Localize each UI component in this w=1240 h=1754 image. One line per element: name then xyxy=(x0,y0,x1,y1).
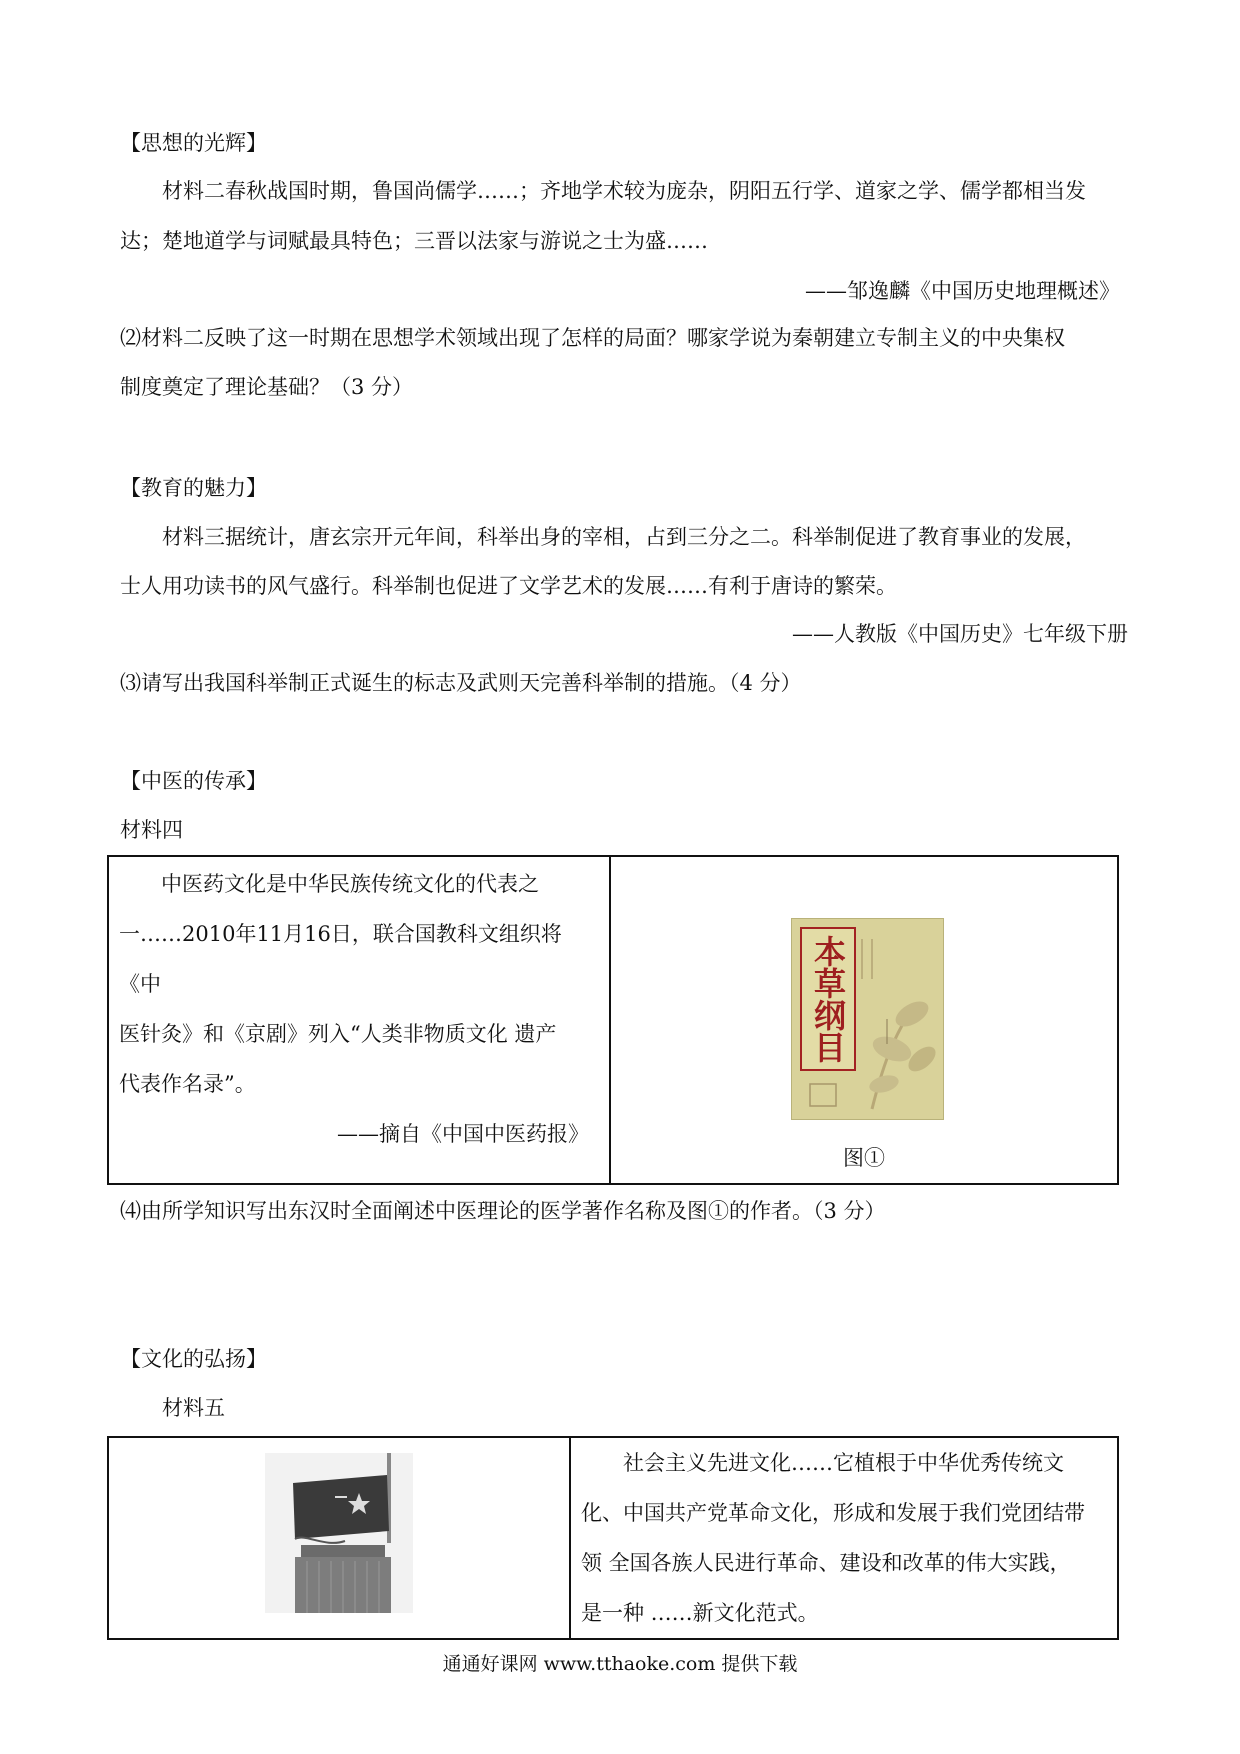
question-2-line-1: ⑵材料二反映了这一时期在思想学术领域出现了怎样的局面？哪家学说为秦朝建立专制主义的中央集权 xyxy=(120,326,1065,350)
book-cover-image xyxy=(791,918,944,1120)
page-footer: 通通好课网 www.tthaoke.com 提供下载 xyxy=(442,1653,798,1675)
material-5-cell-line-1: 社会主义先进文化……它植根于中华优秀传统文 xyxy=(623,1451,1064,1475)
material-5-cell-line-3: 领 全国各族人民进行革命、建设和改革的伟大实践， xyxy=(581,1551,1071,1575)
material-5-text-cell xyxy=(570,1437,1118,1639)
material-2-line-1: 材料二春秋战国时期，鲁国尚儒学……；齐地学术较为庞杂，阴阳五行学、道家之学、儒学都相当发 xyxy=(162,179,1086,203)
material-5-label: 材料五 xyxy=(162,1396,225,1420)
heading-education: 【教育的魅力】 xyxy=(120,476,267,500)
material-2-line-2: 达；楚地道学与词赋最具特色；三晋以法家与游说之士为盛…… xyxy=(120,229,708,253)
material-4-cell-line-4: 代表作名录”。 xyxy=(119,1072,256,1096)
heading-culture: 【文化的弘扬】 xyxy=(120,1347,267,1371)
material-5-cell-line-4: 是一种 ……新文化范式。 xyxy=(581,1601,819,1625)
material-3-line-2: 士人用功读书的风气盛行。科举制也促进了文学艺术的发展……有利于唐诗的繁荣。 xyxy=(120,574,897,598)
material-2-source: ——邹逸麟《中国历史地理概述》 xyxy=(805,279,1120,303)
material-4-cell-line-1: 中医药文化是中华民族传统文化的代表之 xyxy=(161,872,539,896)
material-3-line-1: 材料三据统计，唐玄宗开元年间，科举出身的宰相，占到三分之二。科举制促进了教育事业的发展， xyxy=(162,525,1086,549)
question-4: ⑷由所学知识写出东汉时全面阐述中医理论的医学著作名称及图①的作者。（3 分） xyxy=(120,1199,886,1223)
material-4-cell-line-2: 一……2010年11月16日，联合国教科文组织将《中 xyxy=(119,922,562,996)
material-5-table xyxy=(107,1436,1119,1640)
figure-caption: 图① xyxy=(843,1146,885,1170)
heading-medicine: 【中医的传承】 xyxy=(120,769,267,793)
material-4-image-cell xyxy=(610,856,1118,1184)
material-4-text-cell xyxy=(108,856,610,1184)
material-5-image-cell xyxy=(108,1437,570,1639)
material-4-label: 材料四 xyxy=(120,818,183,842)
material-4-cell-line-3: 医针灸》和《京剧》列入“人类非物质文化 遗产 xyxy=(119,1022,557,1046)
material-5-cell-line-2: 化、中国共产党革命文化，形成和发展于我们党团结带 xyxy=(581,1501,1085,1525)
question-3: ⑶请写出我国科举制正式诞生的标志及武则天完善科举制的措施。（4 分） xyxy=(120,671,802,695)
material-3-source: ——人教版《中国历史》七年级下册 xyxy=(792,622,1128,646)
plant-illustration xyxy=(792,919,943,1119)
monument-image xyxy=(265,1453,413,1613)
question-2-line-2: 制度奠定了理论基础？（3 分） xyxy=(120,375,414,399)
heading-thought: 【思想的光辉】 xyxy=(120,131,267,155)
material-4-cell-source: ——摘自《中国中医药报》 xyxy=(337,1122,589,1146)
book-title: 本草纲目 xyxy=(809,935,847,1063)
material-4-table xyxy=(107,855,1119,1185)
